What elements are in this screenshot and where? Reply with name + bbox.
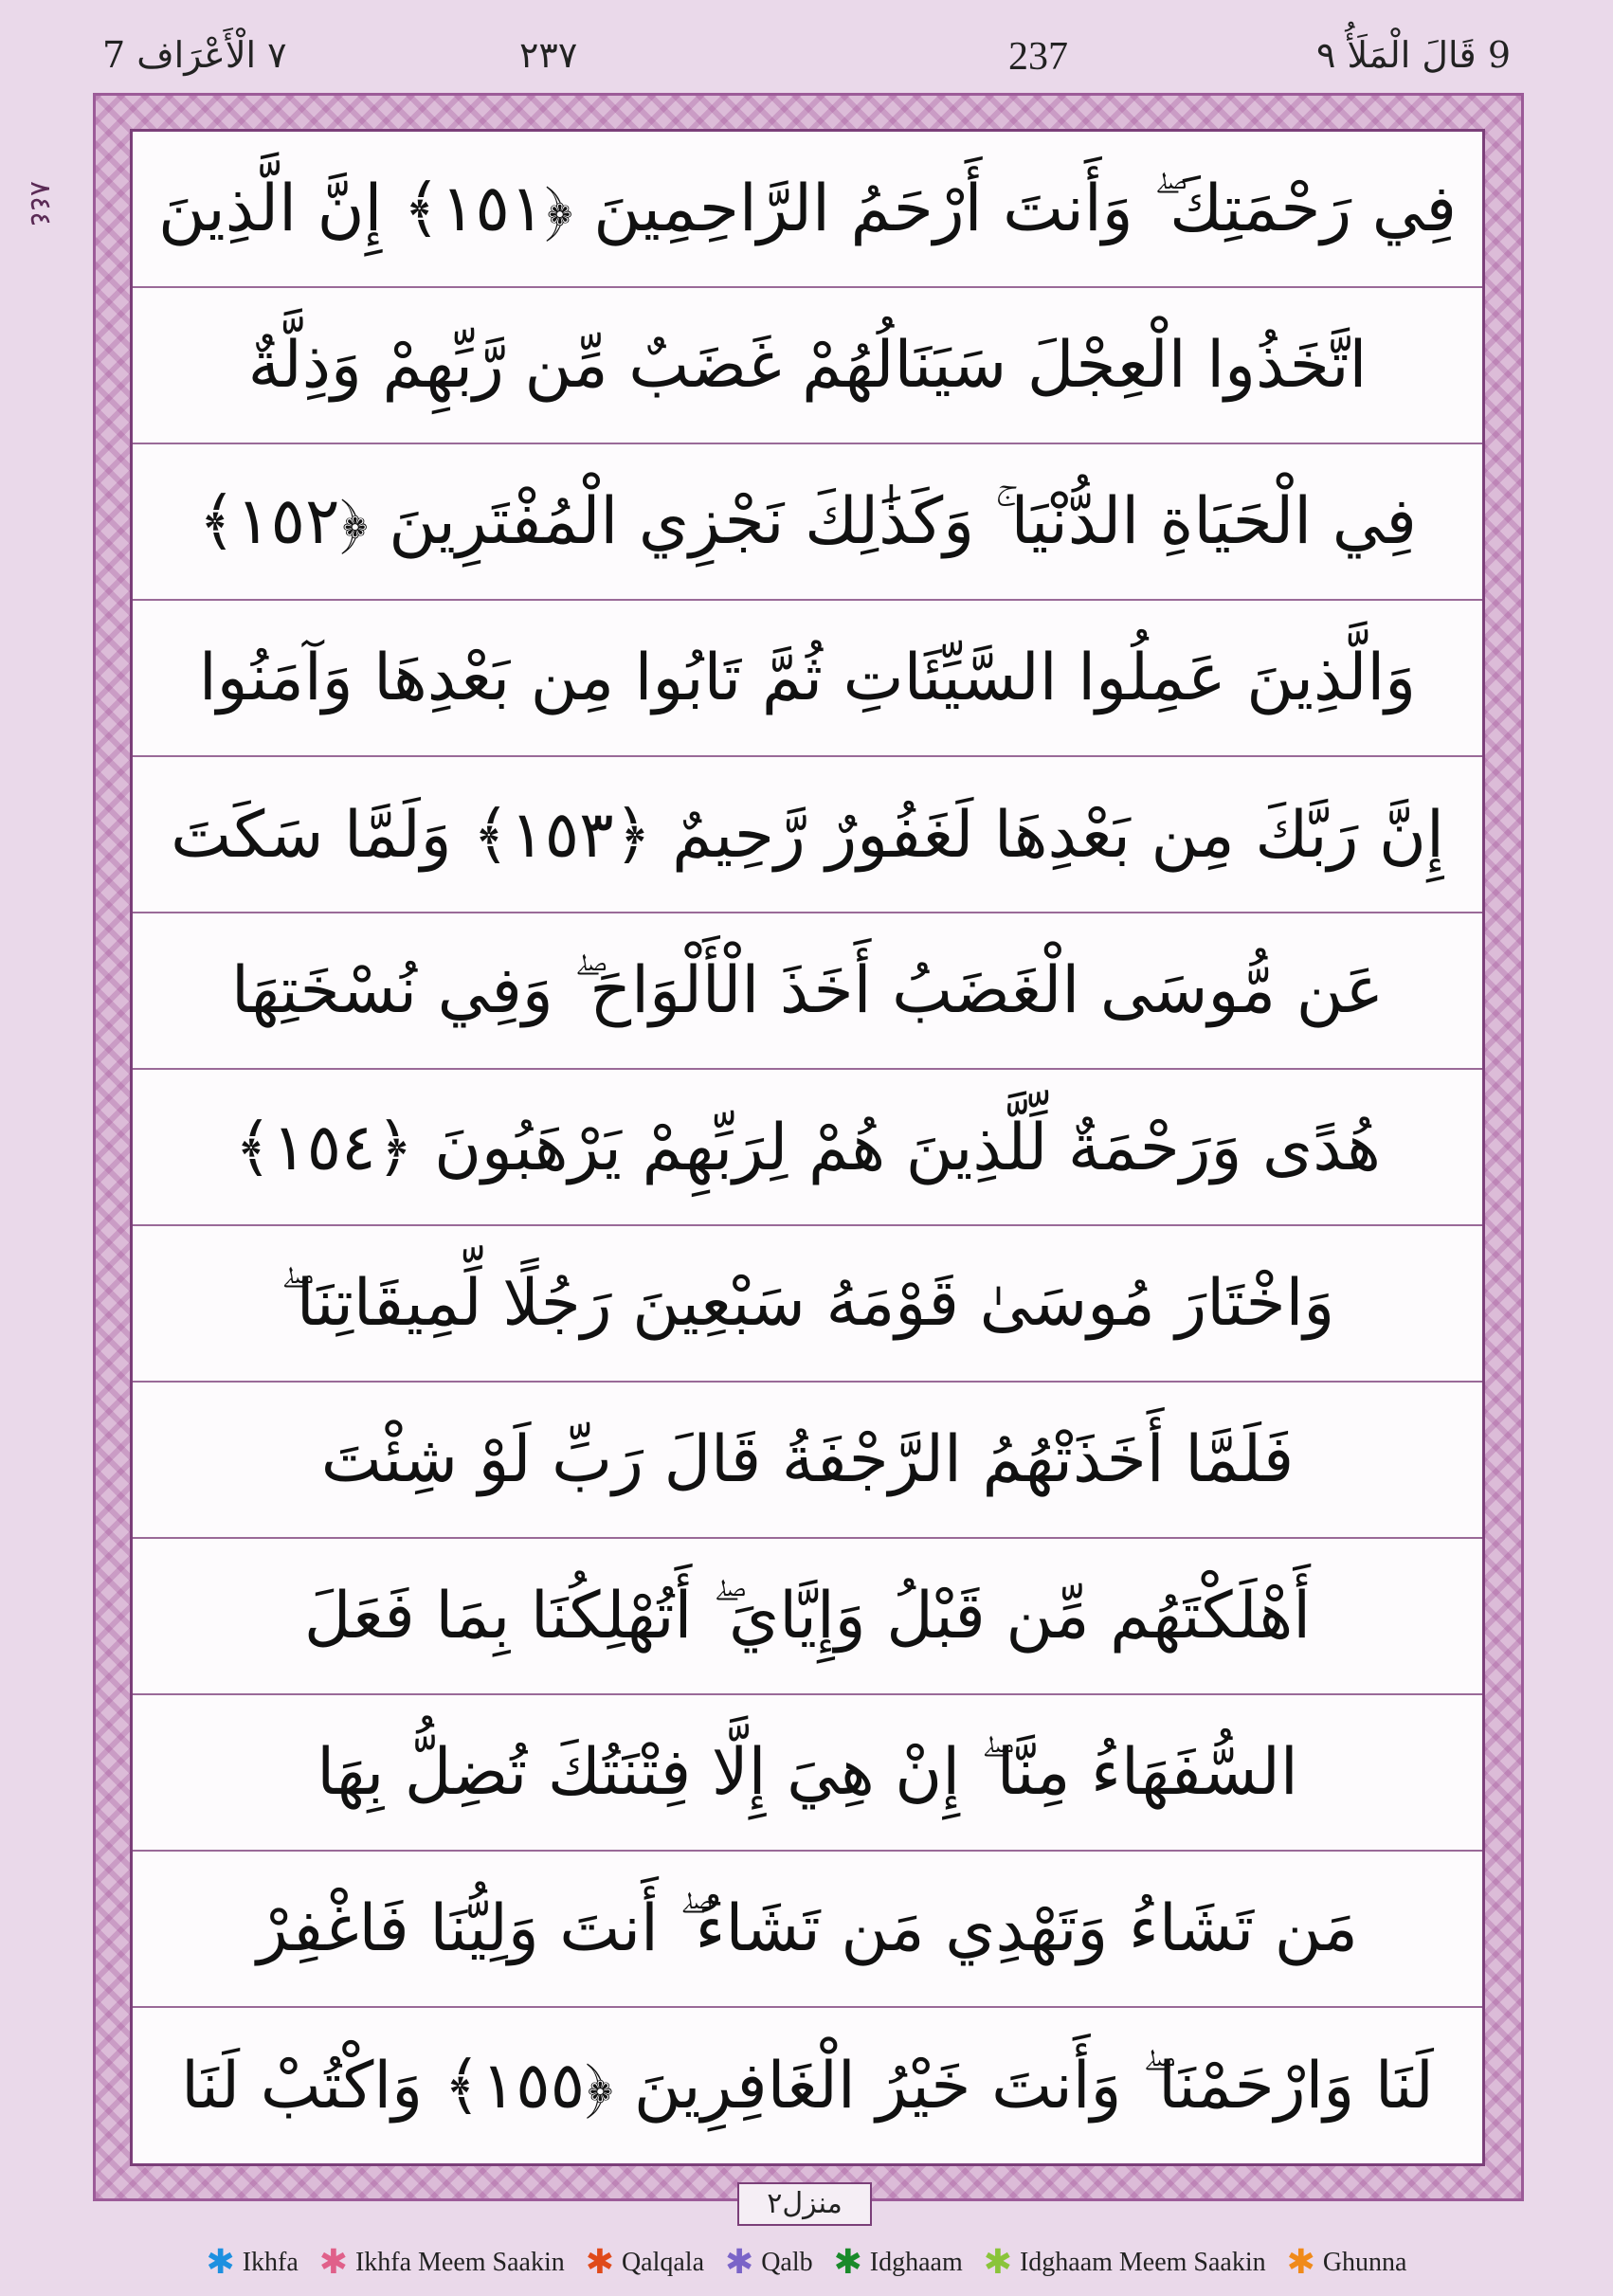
- legend-item-ghunna: [1286, 2243, 1407, 2282]
- text-line-5: [133, 757, 1482, 913]
- line-text: وَالَّذِينَ عَمِلُوا السَّيِّئَاتِ ثُمَّ تَابُوا مِن بَعْدِهَا وَآمَنُوا: [198, 641, 1417, 715]
- text-line-11: [133, 1695, 1482, 1852]
- juz-name: 9 قَالَ الْمَلَأُ ٩: [1316, 34, 1511, 76]
- text-line-2: [133, 288, 1482, 444]
- page-header: [0, 0, 1613, 99]
- tajweed-legend: [0, 2234, 1613, 2291]
- star-icon: ✱: [318, 2243, 348, 2282]
- star-icon: ✱: [206, 2243, 235, 2282]
- legend-label: Ikhfa Meem Saakin: [354, 2248, 565, 2277]
- text-line-8: [133, 1226, 1482, 1383]
- text-line-7: [133, 1070, 1482, 1226]
- line-text: مَن تَشَاءُ وَتَهْدِي مَن تَشَاءُ ۖ أَنتَ وَلِيُّنَا فَاغْفِرْ: [257, 1890, 1358, 1966]
- text-line-10: [133, 1539, 1482, 1695]
- page-number: 237: [1008, 35, 1068, 79]
- line-text: وَاخْتَارَ مُوسَىٰ قَوْمَهُ سَبْعِينَ رَجُلًا لِّمِيقَاتِنَا ۖ: [280, 1265, 1335, 1341]
- legend-label: Idghaam: [869, 2248, 963, 2277]
- text-line-12: [133, 1852, 1482, 2008]
- line-text: فَلَمَّا أَخَذَتْهُمُ الرَّجْفَةُ قَالَ رَبِّ لَوْ شِئْتَ: [320, 1422, 1295, 1497]
- star-icon: ✱: [585, 2243, 614, 2282]
- line-text: هُدًى وَرَحْمَةٌ لِّلَّذِينَ هُمْ لِرَبِّهِمْ يَرْهَبُونَ ﴿١٥٤﴾: [234, 1110, 1381, 1185]
- legend-label: Ikhfa: [242, 2248, 299, 2277]
- quran-text-panel: [130, 129, 1485, 2166]
- star-icon: ✱: [833, 2243, 862, 2282]
- line-text: لَنَا وَارْحَمْنَا ۖ وَأَنتَ خَيْرُ الْغَافِرِينَ ﴿١٥٥﴾ وَاكْتُبْ لَنَا: [181, 2048, 1434, 2124]
- arabic-page-number: ٢٣٧: [519, 34, 578, 76]
- ruku-marker: ٨٤٤: [24, 180, 57, 227]
- legend-item-idghaam: [833, 2243, 963, 2282]
- text-line-3: [133, 444, 1482, 601]
- legend-item-ikhfa: [206, 2243, 299, 2282]
- legend-label: Qalqala: [621, 2248, 705, 2277]
- line-text: فِي الْحَيَاةِ الدُّنْيَا ۚ وَكَذَٰلِكَ نَجْزِي الْمُفْتَرِينَ ﴿١٥٢﴾: [198, 484, 1417, 559]
- line-text: إِنَّ رَبَّكَ مِن بَعْدِهَا لَغَفُورٌ رَّحِيمٌ ﴿١٥٣﴾ وَلَمَّا سَكَتَ: [171, 797, 1444, 873]
- star-icon: ✱: [983, 2243, 1012, 2282]
- legend-item-idghaam-meem-saakin: [983, 2243, 1266, 2282]
- legend-item-ikhfa-meem-saakin: [318, 2243, 565, 2282]
- text-line-4: [133, 601, 1482, 757]
- legend-item-qalqala: [585, 2243, 705, 2282]
- line-text: اتَّخَذُوا الْعِجْلَ سَيَنَالُهُمْ غَضَبٌ مِّن رَّبِّهِمْ وَذِلَّةٌ: [247, 328, 1368, 403]
- legend-item-qalb: [725, 2243, 813, 2282]
- line-text: فِي رَحْمَتِكَ ۖ وَأَنتَ أَرْحَمُ الرَّاحِمِينَ ﴿١٥١﴾ إِنَّ الَّذِينَ: [158, 172, 1457, 246]
- legend-label: Idghaam Meem Saakin: [1019, 2248, 1266, 2277]
- legend-label: Qalb: [761, 2248, 813, 2277]
- line-text: أَهْلَكْتَهُم مِّن قَبْلُ وَإِيَّايَ ۖ أَتُهْلِكُنَا بِمَا فَعَلَ: [303, 1578, 1312, 1654]
- star-icon: ✱: [725, 2243, 754, 2282]
- line-text: السُّفَهَاءُ مِنَّا ۖ إِنْ هِيَ إِلَّا فِتْنَتُكَ تُضِلُّ بِهَا: [317, 1734, 1298, 1810]
- star-icon: ✱: [1286, 2243, 1315, 2282]
- text-line-13: [133, 2008, 1482, 2163]
- text-line-6: [133, 913, 1482, 1070]
- manzil-label: منزل٢: [737, 2182, 872, 2226]
- line-text: عَن مُّوسَى الْغَضَبُ أَخَذَ الْأَلْوَاحَ ۖ وَفِي نُسْخَتِهَا: [230, 952, 1385, 1028]
- surah-name: ٧ الْأَعْرَاف 7: [102, 34, 287, 76]
- legend-label: Ghunna: [1322, 2248, 1407, 2277]
- text-line-9: [133, 1383, 1482, 1539]
- text-line-1: [133, 132, 1482, 288]
